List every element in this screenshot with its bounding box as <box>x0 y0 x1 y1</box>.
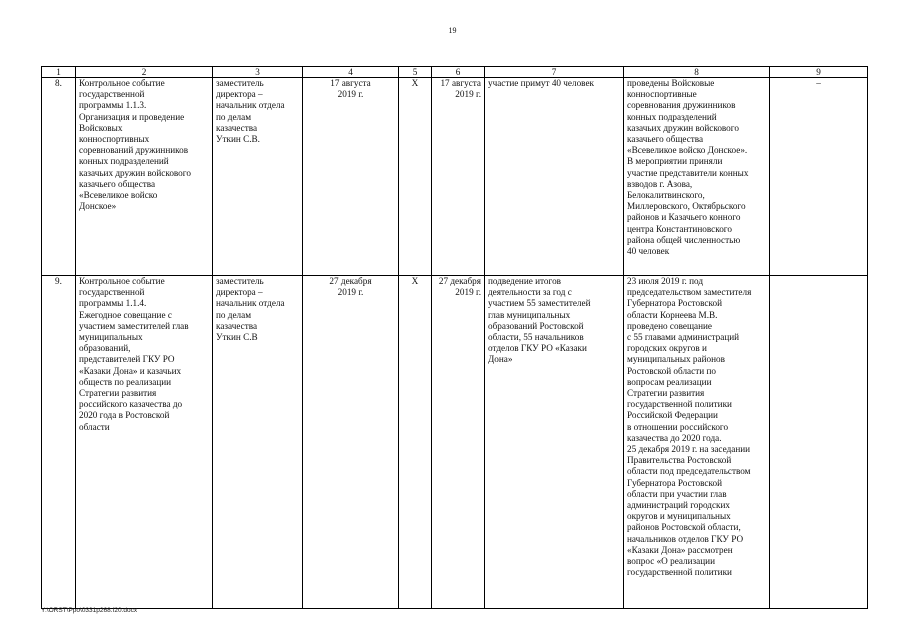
column-header: 9 <box>770 67 868 78</box>
actual-date-cell: 27 декабря 2019 г. <box>432 276 485 609</box>
column-header: 5 <box>399 67 432 78</box>
column-header: 2 <box>76 67 213 78</box>
column-header: 8 <box>624 67 770 78</box>
column-header: 3 <box>213 67 303 78</box>
table-row <box>42 276 868 609</box>
event-cell: Контрольное событие государственной программы 1.1.4. Ежегодное совещание с участием заместителей глав муниципальных образований, представителей ГКУ РО «Казаки Дона» и казачьих обществ по реализации Стратегии развития российского казачества до 2020 года в Ростовской области <box>76 276 213 609</box>
planned-result-cell: подведение итогов деятельности за год с участием 55 заместителей глав муниципальных образований Ростовской области, 55 начальников отделов ГКУ РО «Казаки Дона» <box>485 276 624 609</box>
column-header: 1 <box>42 67 76 78</box>
note-cell <box>770 276 868 609</box>
note-cell: – <box>770 78 868 276</box>
actual-result-cell: проведены Войсковые конноспортивные соревнования дружинников конных подразделений казачьих дружин войскового казачьего общества «Всевеликое войско Донское». В мероприятии приняли участие представители конных взводов г. Азова, Белокалитвинского, Миллеровского, Октябрьского районов и Казачьего конного центра Константиновского района общей численностью 40 человек <box>624 78 770 276</box>
planned-date-cell: 27 декабря 2019 г. <box>303 276 399 609</box>
x-mark-cell: Х <box>399 78 432 276</box>
column-header: 6 <box>432 67 485 78</box>
file-path-footer: Y:\ORST\Ppo\0331p268.f20.docx <box>41 607 138 614</box>
planned-date-cell: 17 августа 2019 г. <box>303 78 399 276</box>
responsible-cell: заместитель директора – начальник отдела по делам казачества Уткин С.В <box>213 276 303 609</box>
column-number-row <box>42 67 868 78</box>
actual-result-cell: 23 июля 2019 г. под председательством заместителя Губернатора Ростовской области Корнеева М.В. проведено совещание с 55 главами администраций городских округов и муниципальных районов Ростовской области по вопросам реализации Стратегии развития государственной политики Российской Федерации в отношении российского казачества до 2020 года. 25 декабря 2019 г. на заседании Правительства Ростовской области под председательством Губернатора Ростовской области при участии глав администраций городских округов и муниципальных районов Ростовской области, начальников отделов ГКУ РО «Казаки Дона» рассмотрен вопрос «О реализации государственной политики <box>624 276 770 609</box>
page-number: 19 <box>448 26 457 35</box>
x-mark-cell: Х <box>399 276 432 609</box>
actual-date-cell: 17 августа 2019 г. <box>432 78 485 276</box>
report-table <box>41 66 868 609</box>
row-number: 9. <box>42 276 76 609</box>
column-header: 4 <box>303 67 399 78</box>
planned-result-cell: участие примут 40 человек <box>485 78 624 276</box>
event-cell: Контрольное событие государственной программы 1.1.3. Организация и проведение Войсковых конноспортивных соревнований дружинников конных подразделений казачьих дружин войскового казачьего общества «Всевеликое войско Донское» <box>76 78 213 276</box>
row-number: 8. <box>42 78 76 276</box>
responsible-cell: заместитель директора – начальник отдела по делам казачества Уткин С.В. <box>213 78 303 276</box>
column-header: 7 <box>485 67 624 78</box>
table-row <box>42 78 868 276</box>
